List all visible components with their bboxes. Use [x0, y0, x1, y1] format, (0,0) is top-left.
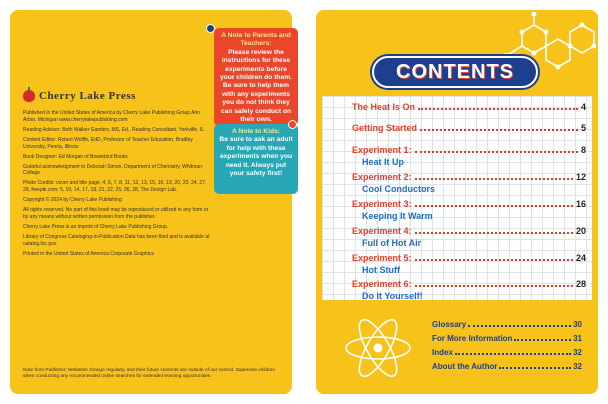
pin-icon [206, 24, 215, 33]
note-kids-box [214, 124, 298, 194]
toc-entry-title: Experiment 5: [352, 253, 412, 263]
toc-entry-title: The Heat Is On [352, 102, 416, 112]
toc-entry-page: 28 [575, 279, 586, 289]
toc-entry[interactable] [352, 102, 586, 112]
toc-entry-subtitle: Do It Yourself! [362, 291, 423, 301]
back-matter-entry[interactable] [432, 362, 582, 371]
right-page [316, 10, 598, 394]
toc-entry-subtitle: Heat It Up [362, 157, 405, 167]
atom-icon [342, 312, 414, 384]
copyright-line: Book Designer: Ed Morgan of Bowerbird Books [23, 153, 128, 160]
publisher-logo [23, 90, 136, 102]
back-matter-title: For More Information [432, 334, 513, 343]
copyright-line: Cherry Lake Press is an imprint of Cherry Lake Publishing Group. [23, 223, 169, 230]
apple-icon [23, 90, 35, 102]
note-parents-heading: A Note to Parents and Teachers: [221, 32, 291, 48]
logo-text: Cherry Lake Press [39, 90, 136, 102]
contents-title: CONTENTS [396, 61, 514, 83]
toc-entry-title: Getting Started [352, 123, 418, 133]
toc-entry-title: Experiment 4: [352, 226, 412, 236]
toc-entry-page: 8 [580, 145, 586, 155]
toc-entry[interactable] [352, 145, 586, 155]
toc-entry-page: 16 [575, 199, 586, 209]
toc-entry[interactable] [352, 172, 586, 182]
copyright-line: Library of Congress Cataloging-in-Publication Data has been filed and is available at catalog.loc.gov [23, 233, 210, 247]
copyright-line: Copyright © 2024 by Cherry Lake Publishing [23, 197, 122, 204]
copyright-line: Printed in the United States of America Corporate Graphics [23, 250, 154, 257]
back-matter-title: Index [432, 348, 453, 357]
copyright-line: All rights reserved. No part of this book may be reproduced or utilized in any form or by any means without written permission from the publisher. [23, 207, 209, 220]
copyright-line: Grateful acknowledgment to Deborah Simon, Department of Chemistry, Whitman College [23, 163, 202, 177]
toc-entry-page: 4 [580, 102, 586, 112]
back-matter-title: About the Author [432, 362, 498, 371]
back-matter-page: 30 [573, 320, 582, 329]
toc-entry-page: 5 [580, 123, 586, 133]
toc-entry[interactable] [352, 279, 586, 289]
publisher-note: Note from Publisher: Websites change regularly, and their future contents are outside of our control. Supervise children when conducting any recommended online searches for extended learning opportunities. [23, 368, 276, 380]
note-parents-box [214, 28, 298, 126]
copyright-line: Reading Adviser: Beth Walker Gambro, MS, Ed., Reading Consultant, Yorkville, IL [23, 126, 205, 133]
note-parents-body: Please review the instructions for these experiments before your children do them. Be sure to help them with any experiments you do not think they can safely conduct on their own. [219, 48, 293, 124]
back-matter-entry[interactable] [432, 334, 582, 343]
toc-entry-page: 24 [575, 253, 586, 263]
back-matter-entry[interactable] [432, 320, 582, 329]
toc-entry-subtitle: Cool Conductors [362, 184, 435, 194]
toc-entry-title: Experiment 3: [352, 199, 412, 209]
copyright-line: Content Editor: Robert Wolffe, EdD, Professor of Teacher Education, Bradley University, Peoria, Illinois [23, 136, 193, 150]
toc-entry-title: Experiment 1: [352, 145, 412, 155]
toc-entry-title: Experiment 6: [352, 279, 412, 289]
contents-banner [372, 56, 538, 88]
toc-entry[interactable] [352, 226, 586, 236]
toc-entry-page: 12 [575, 172, 586, 182]
copyright-line: Photo Credits: cover and title page, 4, 6, 7, 8, 11, 12, 13, 15, 16, 19, 20, 23, 24, 27, 29, freepik.com; 5, 10, 14, 17, 18, 21, 22, 25, 26, 28, The Design Lab. [23, 180, 207, 194]
copyright-line: Published in the United States of America by Cherry Lake Publishing Group Ann Arbor, Michigan www.cherrylakepublishing.com [23, 110, 201, 123]
copyright-block [23, 110, 213, 261]
toc-entry-subtitle: Hot Stuff [362, 265, 400, 275]
note-kids-heading: A Note to Kids: [231, 128, 281, 135]
back-matter-page: 32 [573, 362, 582, 371]
pin-icon [288, 120, 297, 129]
toc-entry-title: Experiment 2: [352, 172, 412, 182]
note-kids-body: Be sure to ask an adult for help with these experiments when you need it. Always put your safety first! [219, 136, 293, 178]
toc-entry-subtitle: Full of Hot Air [362, 238, 422, 248]
back-matter-section [322, 306, 592, 388]
back-matter-page: 32 [573, 348, 582, 357]
back-matter-title: Glossary [432, 320, 467, 329]
toc-entry-page: 20 [575, 226, 586, 236]
toc-entry[interactable] [352, 123, 586, 133]
back-matter-page: 31 [573, 334, 582, 343]
back-matter-entry[interactable] [432, 348, 582, 357]
toc-entry[interactable] [352, 253, 586, 263]
toc-entry[interactable] [352, 199, 586, 209]
toc-entry-subtitle: Keeping It Warm [362, 211, 433, 221]
